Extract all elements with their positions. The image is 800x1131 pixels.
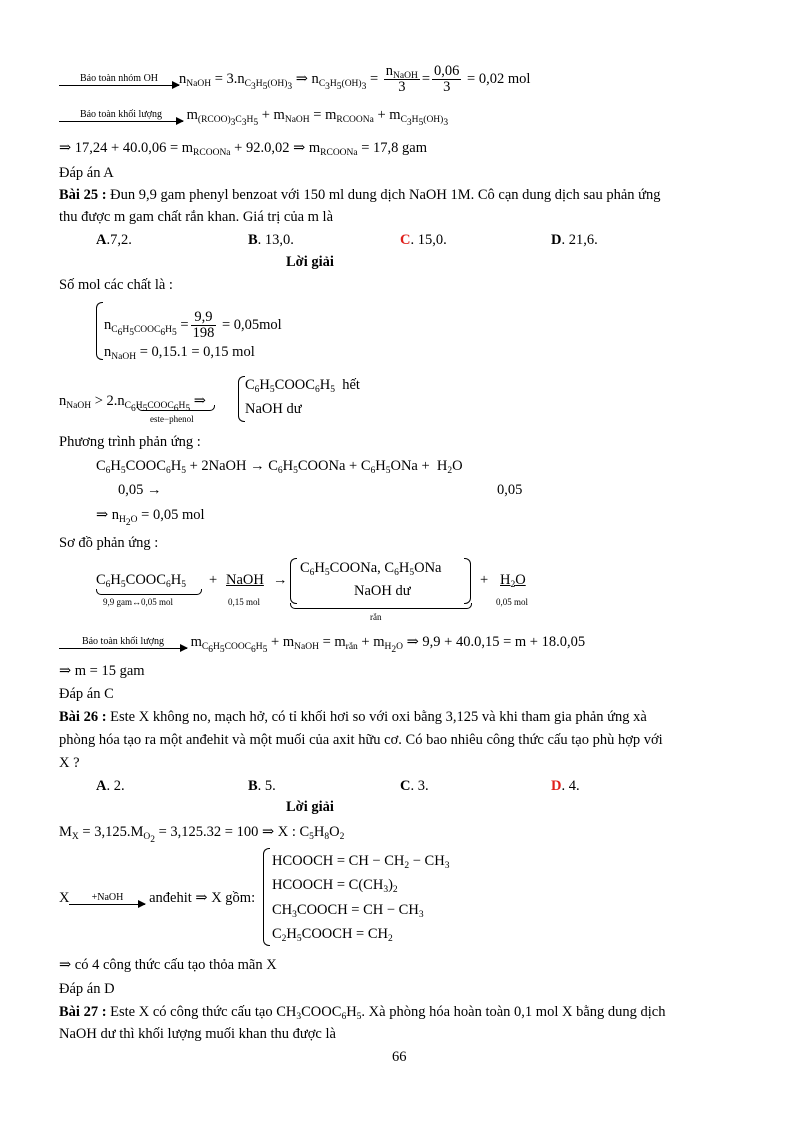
option-b: B. 13,0.	[248, 232, 294, 248]
answer-24: Đáp án A	[59, 165, 114, 181]
document-page: Bảo toàn nhóm OH $n_{NaOH} = 3.n_{C_3H_5(OH)_3}$ ⇒ $n_{C_3H_5(OH)_3}$ = $\frac{n_{NaOH}}{3}$ = $\frac{0,06}{3}$ = 0,02 mol Bảo toàn khối lượng $m_{(RCOO)_3C_3H_5} + m_{NaOH} = m_{RCOONa} + m_{C_3H_5(OH)_3}$ ⇒ $17,24 + 40.0,06 = m_{RCOONa} + 92.0,02$ ⇒ $m_{RCOONa} = 17,8$ gam Đáp án A Bài 25 : Đun 9,9 gam phenyl benzoat với 150 ml dung dịch NaOH 1M. Cô cạn dung dịch sau phản ứng thu được m gam chất rắn khan. Giá trị của m là A.7,2. B. 13,0. C. 15,0. D. 21,6. Lời giải Số mol các chất là : $n_{C_6H_5COOC_6H_5}$ = $\frac{9,9}{198}$ = 0,05mol $n_{NaOH} = 0,15.1 = 0,15$ mol $n_{NaOH} > 2.n_{C_6H_5COOC_6H_5}$ ⇒ este−phenol $C_6H_5COOC_6H_5$ hết NaOH dư Phương trình phản ứng : $C_6H_5COOC_6H_5$ + 2NaOH → $C_6H_5COONa + C_6H_5ONa + H_2O$ 0,05 → 0,05 ⇒ $n_{H_2O} = 0,05$ mol Sơ đồ phản ứng : $C_6H_5COOC_6H_5$ 9,9 gam↔0,05 mol + NaOH 0,15 mol → $C_6H_5COONa$, $C_6H_5ONa$ NaOH dư rắn + $H_2O$ 0,05 mol Bảo toàn khối lượng $m_{C_6H_5COOC_6H_5} + m_{NaOH} = m_{rắn} + m_{H_2O}$ ⇒ 9,9 + 40.0,15 = m + 18.0,05 ⇒ m = 15 gam Đáp án C Bài 26 : Este X không no, mạch hở, có tỉ khối hơi so với oxi bằng 3,125 và khi tham gia phản ứng xà phòng hóa tạo ra một anđehit và một muối của axit hữu cơ. Có bao nhiêu công thức cấu tạo phù hợp với X ? A. 2. B. 5. C. 3. D. 4. Lời giải $M_X = 3,125.M_{O_2} = 3,125.32 = 100$ ⇒ X : $C_5H_8O_2$ X +NaOH anđehit ⇒ X gồm: HCOOCH = CH − $CH_2 - CH_3$ HCOOCH = $C(CH_3)_2$ $CH_3COOCH$ = CH − $CH_3$ $C_2H_5COOCH = CH_2$ ⇒ có 4 công thức cấu tạo thỏa mãn X Đáp án D Bài 27 : Este X có công thức cấu tạo $CH_3COOC_6H_5$. Xà phòng hóa hoàn toàn 0,1 mol X bằng dung dịch NaOH dư thì khối lượng muối khan thu được là 66	[59, 63, 666, 1065]
isomer-4: $C_2H_5COOCH = CH_2$	[272, 926, 393, 944]
brace-left	[96, 302, 103, 360]
answer-25: Đáp án C	[59, 686, 114, 702]
reaction-mol-2: 0,05	[497, 482, 523, 498]
equation-oh-conservation: Bảo toàn nhóm OH $n_{NaOH} = 3.n_{C_3H_5(OH)_3}$ ⇒ $n_{C_3H_5(OH)_3}$ = $\frac{n_{NaOH}}{3}$ = $\frac{0,06}{3}$ = 0,02 mol	[59, 64, 530, 95]
scheme-solid-r1: $C_6H_5COONa$, $C_6H_5ONa$	[300, 560, 442, 578]
compare-left: $n_{NaOH} > 2.n_{C_6H_5COOC_6H_5}$ ⇒	[59, 393, 206, 414]
mol-phenyl-benzoat: $n_{C_6H_5COOC_6H_5}$ = $\frac{9,9}{198}$ = 0,05mol	[104, 309, 282, 341]
scheme-h2o: $H_2O$	[500, 572, 526, 590]
equation-mass-conservation: Bảo toàn khối lượng $m_{(RCOO)_3C_3H_5} + m_{NaOH} = m_{RCOONa} + m_{C_3H_5(OH)_3}$	[59, 106, 448, 124]
x-saponification: X +NaOH anđehit ⇒ X gồm:	[59, 890, 256, 906]
question-27-line1: Bài 27 : Este X có công thức cấu tạo $CH_3COOC_6H_5$. Xà phòng hóa hoàn toàn 0,1 mol X bằng dung dịch	[59, 1004, 666, 1022]
solution-title-26: Lời giải	[286, 799, 334, 815]
answer-26: Đáp án D	[59, 981, 115, 997]
n-h2o: ⇒ $n_{H_2O} = 0,05$ mol	[96, 507, 205, 528]
scheme-solid-r2: NaOH dư	[354, 583, 411, 599]
option-c: C. 15,0.	[400, 232, 447, 248]
isomer-2: HCOOCH = $C(CH_3)_2$	[272, 877, 398, 895]
isomer-1: HCOOCH = CH − $CH_2 - CH_3$	[272, 853, 450, 871]
fraction-naoh-3: $\frac{n_{NaOH}}{3}$	[385, 63, 418, 95]
question-25-line2: thu được m gam chất rắn khan. Giá trị của m là	[59, 209, 334, 225]
fraction-006-3: $\frac{0,06}{3}$	[434, 63, 460, 95]
mol-intro: Số mol các chất là :	[59, 277, 173, 293]
arrow-bao-toan-oh	[59, 73, 179, 86]
compare-r2: NaOH dư	[245, 401, 302, 417]
option-d: D. 21,6.	[551, 232, 598, 248]
option-a-26: A. 2.	[96, 778, 125, 794]
isomer-3: $CH_3COOCH$ = CH − $CH_3$	[272, 902, 424, 920]
option-a: A.7,2.	[96, 232, 132, 248]
pt-intro: Phương trình phản ứng :	[59, 434, 201, 450]
question-25-line1: Bài 25 : Đun 9,9 gam phenyl benzoat với 150 ml dung dịch NaOH 1M. Cô cạn dung dịch sau phản ứng	[59, 187, 661, 203]
option-c-26: C. 3.	[400, 778, 429, 794]
label-ran: rắn	[370, 612, 382, 622]
option-b-26: B. 5.	[248, 778, 276, 794]
label-naoh-mol: 0,15 mol	[228, 597, 261, 607]
question-27-line2: NaOH dư thì khối lượng muối khan thu được là	[59, 1026, 336, 1042]
option-d-26: D. 4.	[551, 778, 580, 794]
arrow-bao-toan-khoi-luong: Bảo toàn khối lượng	[59, 109, 183, 122]
scheme-reactant-ester: $C_6H_5COOC_6H_5$	[96, 572, 186, 590]
label-ester-mass: 9,9 gam↔0,05 mol	[103, 597, 173, 607]
mx-equation: $M_X = 3,125.M_{O_2} = 3,125.32 = 100$ ⇒ X : $C_5H_8O_2$	[59, 824, 345, 845]
arrow-label: Bảo toàn nhóm OH	[79, 73, 159, 84]
label-h2o-mol: 0,05 mol	[496, 597, 529, 607]
reaction-mol-1: 0,05 →	[118, 482, 162, 498]
scheme-naoh: NaOH	[226, 572, 264, 588]
question-26-line1: Bài 26 : Este X không no, mạch hở, có tỉ khối hơi so với oxi bằng 3,125 và khi tham gia phản ứng xà	[59, 709, 647, 725]
solution-title-25: Lời giải	[286, 254, 334, 270]
label-este-phenol: este−phenol	[150, 414, 194, 424]
compare-r1: $C_6H_5COOC_6H_5$ hết	[245, 377, 360, 395]
equation-mass-conservation-25: Bảo toàn khối lượng $m_{C_6H_5COOC_6H_5} + m_{NaOH} = m_{rắn} + m_{H_2O}$ ⇒ 9,9 + 40.0,15 = m + 18.0,05	[59, 633, 585, 651]
question-26-line3: X ?	[59, 755, 80, 771]
page-number: 66	[392, 1049, 407, 1065]
sd-intro: Sơ đồ phản ứng :	[59, 535, 159, 551]
equation-mass-result: ⇒ $17,24 + 40.0,06 = m_{RCOONa} + 92.0,02$ ⇒ $m_{RCOONa} = 17,8$ gam	[59, 140, 428, 158]
m-result: ⇒ m = 15 gam	[59, 663, 145, 679]
reaction-equation: $C_6H_5COOC_6H_5$ + 2NaOH → $C_6H_5COONa + C_6H_5ONa + H_2O$	[96, 458, 463, 476]
mol-naoh: $n_{NaOH} = 0,15.1 = 0,15$ mol	[104, 344, 255, 362]
question-26-line2: phòng hóa tạo ra một anđehit và một muối của axit hữu cơ. Có bao nhiêu công thức cấu tạo phù hợp với	[59, 732, 663, 748]
conclusion-26: ⇒ có 4 công thức cấu tạo thỏa mãn X	[59, 957, 277, 973]
